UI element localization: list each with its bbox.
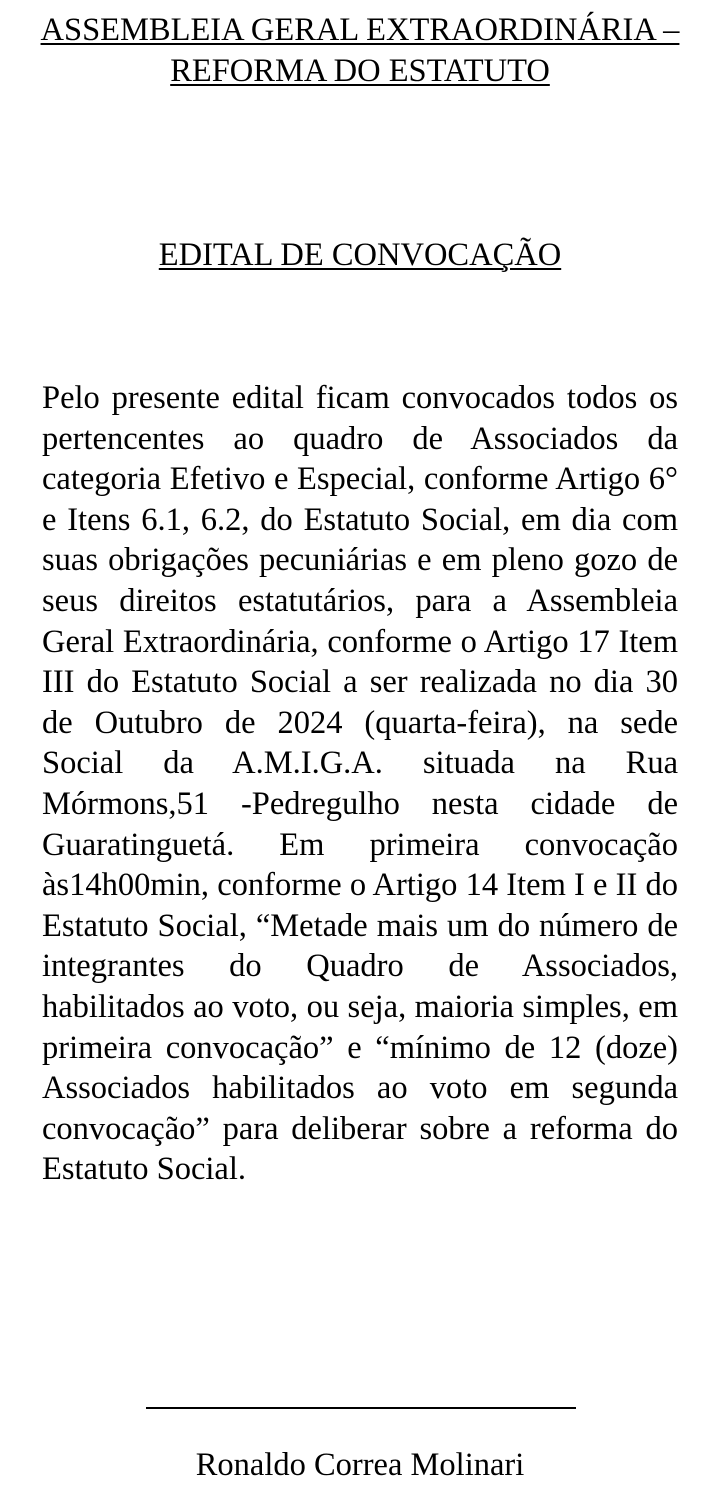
signature-line (146, 1407, 576, 1409)
document-title: ASSEMBLEIA GERAL EXTRAORDINÁRIA – REFORMA DO ESTATUTO (40, 12, 680, 89)
signer-name: Ronaldo Correa Molinari (195, 1447, 525, 1483)
body-paragraph: Pelo presente edital ficam convocados todos os pertencentes ao quadro de Associados da categoria Efetivo e Especial, conforme Artigo 6° e Itens 6.1, 6.2, do Estatuto Social, em dia com suas obrigações pecuniárias e em pleno gozo de seus direitos estatutários, para a Assembleia Geral Extraordinária, conforme o Artigo 17 Item III do Estatuto Social a ser realizada no dia 30 de Outubro de 2024 (quarta-feira), na sede Social da A.M.I.G.A. situada na Rua Mórmons,51 -Pedregulho nesta cidade de Guaratinguetá. Em primeira convocação às14h00min, conforme o Artigo 14 Item I e II do Estatuto Social, “Metade mais um do número de integrantes do Quadro de Associados, habilitados ao voto, ou seja, maioria simples, em primeira convocação” e “mínimo de 12 (doze) Associados habilitados ao voto em segunda convocação” para deliberar sobre a reforma do Estatuto Social. (42, 380, 678, 1188)
document-subtitle: EDITAL DE CONVOCAÇÃO (158, 237, 562, 273)
